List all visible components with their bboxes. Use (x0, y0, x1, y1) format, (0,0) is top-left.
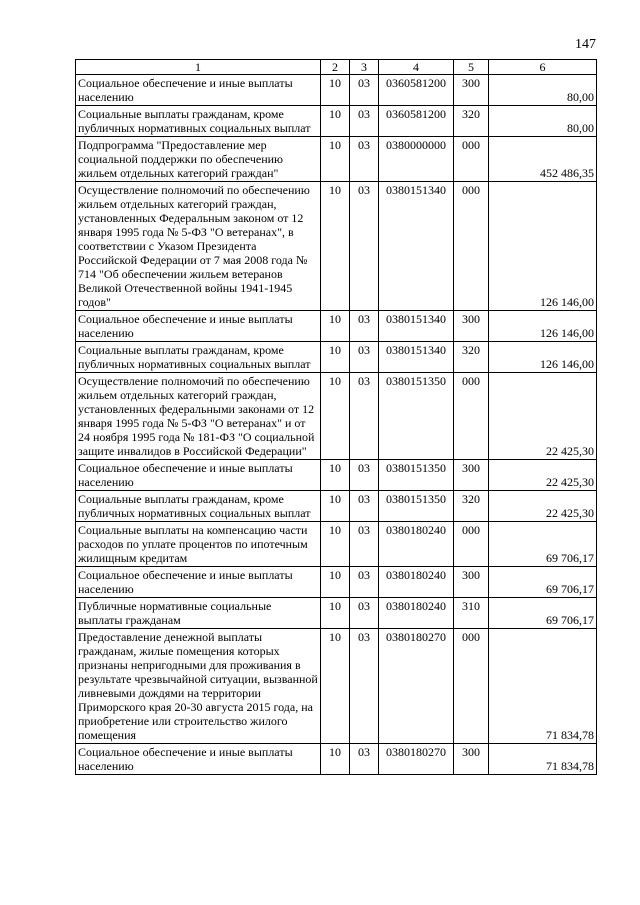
row-csr-cell: 0360581200 (379, 106, 454, 137)
row-amount-cell: 69 706,17 (489, 598, 597, 629)
row-name-cell: Осуществление полномочий по обеспечению жильем отдельных категорий граждан, установленных федеральными законами от 12 января 1995 года № 5-ФЗ "О ветеранах" и от 24 ноября 1995 года № 181-ФЗ "О социальной защите инвалидов в Российской Федерации" (76, 373, 321, 460)
table-row (76, 598, 597, 629)
row-amount-cell: 22 425,30 (489, 460, 597, 491)
row-subsection-cell: 03 (350, 182, 379, 311)
row-type-cell: 300 (454, 460, 489, 491)
row-section-cell: 10 (321, 373, 350, 460)
row-csr-cell: 0380151340 (379, 182, 454, 311)
table-row (76, 182, 597, 311)
row-csr-cell: 0360581200 (379, 75, 454, 106)
table-row (76, 75, 597, 106)
row-amount-cell: 71 834,78 (489, 629, 597, 744)
row-name-cell: Социальные выплаты на компенсацию части расходов по уплате процентов по ипотечным жилищным кредитам (76, 522, 321, 567)
row-name-cell: Социальные выплаты гражданам, кроме публичных нормативных социальных выплат (76, 342, 321, 373)
row-section-cell: 10 (321, 598, 350, 629)
row-csr-cell: 0380180270 (379, 629, 454, 744)
table-row (76, 342, 597, 373)
row-subsection-cell: 03 (350, 744, 379, 775)
row-subsection-cell: 03 (350, 106, 379, 137)
row-section-cell: 10 (321, 567, 350, 598)
row-name-cell: Социальное обеспечение и иные выплаты населению (76, 744, 321, 775)
row-name-cell: Подпрограмма "Предоставление мер социальной поддержки по обеспечению жильем отдельных категорий граждан" (76, 137, 321, 182)
row-type-cell: 320 (454, 106, 489, 137)
table-row (76, 373, 597, 460)
row-section-cell: 10 (321, 342, 350, 373)
row-type-cell: 000 (454, 629, 489, 744)
header-col-1: 1 (76, 60, 321, 75)
row-amount-cell: 22 425,30 (489, 373, 597, 460)
row-section-cell: 10 (321, 182, 350, 311)
row-subsection-cell: 03 (350, 567, 379, 598)
row-subsection-cell: 03 (350, 373, 379, 460)
row-subsection-cell: 03 (350, 598, 379, 629)
row-name-cell: Социальное обеспечение и иные выплаты населению (76, 460, 321, 491)
row-name-cell: Социальные выплаты гражданам, кроме публичных нормативных социальных выплат (76, 106, 321, 137)
row-subsection-cell: 03 (350, 75, 379, 106)
row-subsection-cell: 03 (350, 342, 379, 373)
row-csr-cell: 0380180270 (379, 744, 454, 775)
row-amount-cell: 69 706,17 (489, 567, 597, 598)
table-header-row (76, 60, 597, 75)
row-type-cell: 000 (454, 522, 489, 567)
row-amount-cell: 126 146,00 (489, 182, 597, 311)
row-amount-cell: 69 706,17 (489, 522, 597, 567)
row-section-cell: 10 (321, 744, 350, 775)
row-amount-cell: 80,00 (489, 75, 597, 106)
table-row (76, 567, 597, 598)
row-section-cell: 10 (321, 311, 350, 342)
row-section-cell: 10 (321, 106, 350, 137)
table-row (76, 522, 597, 567)
table-row (76, 106, 597, 137)
row-type-cell: 320 (454, 491, 489, 522)
row-amount-cell: 22 425,30 (489, 491, 597, 522)
row-csr-cell: 0380151340 (379, 342, 454, 373)
row-type-cell: 310 (454, 598, 489, 629)
row-csr-cell: 0380180240 (379, 522, 454, 567)
row-name-cell: Социальные выплаты гражданам, кроме публичных нормативных социальных выплат (76, 491, 321, 522)
row-csr-cell: 0380180240 (379, 567, 454, 598)
header-col-5: 5 (454, 60, 489, 75)
header-col-3: 3 (350, 60, 379, 75)
budget-table (75, 59, 597, 775)
row-subsection-cell: 03 (350, 522, 379, 567)
row-amount-cell: 126 146,00 (489, 311, 597, 342)
row-csr-cell: 0380000000 (379, 137, 454, 182)
table-row (76, 460, 597, 491)
table-row (76, 491, 597, 522)
row-section-cell: 10 (321, 460, 350, 491)
row-type-cell: 320 (454, 342, 489, 373)
row-type-cell: 300 (454, 567, 489, 598)
row-amount-cell: 126 146,00 (489, 342, 597, 373)
row-name-cell: Социальное обеспечение и иные выплаты населению (76, 311, 321, 342)
table-row (76, 311, 597, 342)
page-number: 147 (575, 37, 596, 52)
row-csr-cell: 0380151340 (379, 311, 454, 342)
row-name-cell: Социальное обеспечение и иные выплаты населению (76, 567, 321, 598)
table-row (76, 137, 597, 182)
row-name-cell: Осуществление полномочий по обеспечению жильем отдельных категорий граждан, установленных Федеральным законом от 12 января 1995 года № 5-ФЗ "О ветеранах", в соответствии с Указом Президента Российской Федерации от 7 мая 2008 года № 714 "Об обеспечении жильем ветеранов Великой Отечественной войны 1941-1945 годов" (76, 182, 321, 311)
row-section-cell: 10 (321, 75, 350, 106)
row-csr-cell: 0380151350 (379, 373, 454, 460)
row-name-cell: Социальное обеспечение и иные выплаты населению (76, 75, 321, 106)
table-row (76, 629, 597, 744)
row-name-cell: Публичные нормативные социальные выплаты гражданам (76, 598, 321, 629)
header-col-6: 6 (489, 60, 597, 75)
row-amount-cell: 80,00 (489, 106, 597, 137)
row-csr-cell: 0380151350 (379, 491, 454, 522)
row-type-cell: 300 (454, 744, 489, 775)
row-subsection-cell: 03 (350, 629, 379, 744)
row-section-cell: 10 (321, 629, 350, 744)
row-type-cell: 000 (454, 182, 489, 311)
row-type-cell: 000 (454, 137, 489, 182)
row-type-cell: 300 (454, 75, 489, 106)
row-subsection-cell: 03 (350, 491, 379, 522)
row-section-cell: 10 (321, 491, 350, 522)
row-csr-cell: 0380180240 (379, 598, 454, 629)
row-type-cell: 000 (454, 373, 489, 460)
row-subsection-cell: 03 (350, 137, 379, 182)
row-section-cell: 10 (321, 137, 350, 182)
row-section-cell: 10 (321, 522, 350, 567)
header-col-2: 2 (321, 60, 350, 75)
row-name-cell: Предоставление денежной выплаты гражданам, жилые помещения которых признаны непригодными для проживания в результате чрезвычайной ситуации, вызванной ливневыми дождями на территории Приморского края 20-30 августа 2015 года, на приобретение или строительство жилого помещения (76, 629, 321, 744)
row-type-cell: 300 (454, 311, 489, 342)
row-amount-cell: 452 486,35 (489, 137, 597, 182)
header-col-4: 4 (379, 60, 454, 75)
row-subsection-cell: 03 (350, 311, 379, 342)
row-subsection-cell: 03 (350, 460, 379, 491)
table-row (76, 744, 597, 775)
row-amount-cell: 71 834,78 (489, 744, 597, 775)
row-csr-cell: 0380151350 (379, 460, 454, 491)
